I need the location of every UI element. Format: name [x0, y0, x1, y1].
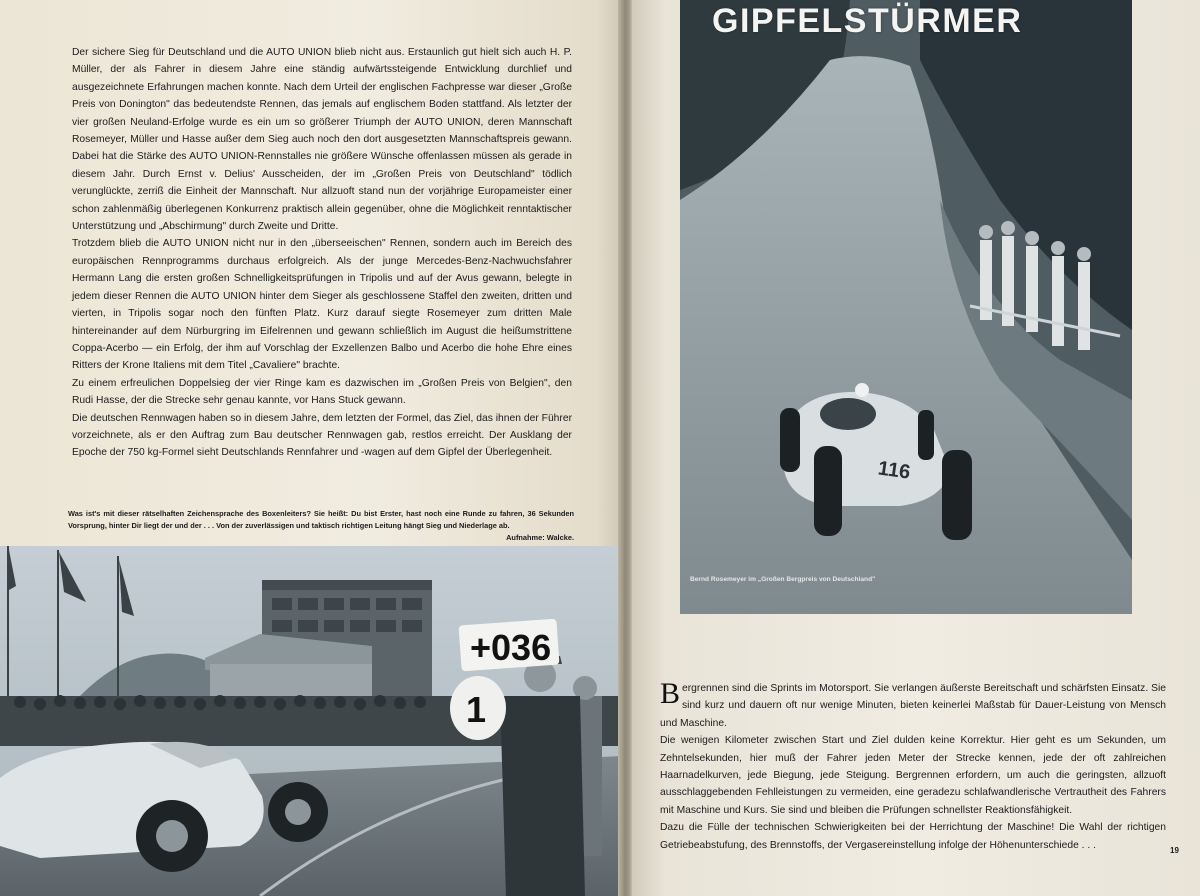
- left-paragraph-2: Trotzdem blieb die AUTO UNION nicht nur in den „überseeischen" Rennen, sondern auch im Bereich des europäischen Rennprogramms durchaus erfolgreich. Als der junge Mercedes-Benz-Nachwuchsfahrer Hermann Lang die ersten großen Schnelligkeitsprüfungen in Tripolis und auf der Avus gewann, belegte in jedem dieser Rennen die AUTO UNION hinter dem Sieger als geschlossene Staffel den zweiten, dritten und vierten, in Tripolis sogar noch den fünften Platz. Kurz darauf siegte Rosemeyer zum dritten Male hintereinander auf dem Nürburgring im Eifelrennen und gewann schließlich im August die heißumstrittene Coppa-Acerbo — ein Erfolg, der ihm auf Vorschlag der Exzellenzen Balbo und Acerbo die hohe Ehre eines Ritters der Krone Italiens mit dem Titel „Cavaliere" brachte.: [72, 238, 572, 372]
- right-page-article: [660, 677, 1166, 854]
- left-paragraph-1: Der sichere Sieg für Deutschland und die AUTO UNION blieb nicht aus. Erstaunlich gut hielt sich auch H. P. Müller, der als Fahrer in diesem Jahre eine ständig aufwärtssteigende Entwicklung durchlief und ausgezeichnete Erfahrungen machen konnte. Nach dem Urteil der englischen Fachpresse war dieser „Große Preis von Donington" das bedeutendste Rennen, das jemals auf englischem Boden stattfand. Als letzter der vier großen Neuland-Erfolge wurde es ein um so größerer Triumph der AUTO UNION, deren Mannschaft Rosemeyer, Müller und Hasse außer dem Sieg auch noch den dort ausgesetzten Mannschaftspreis gewann. Dabei hat die Stärke des AUTO UNION-Rennstalles nie größere Wünsche offenlassen müssen als gerade in diesem Jahr. Durch Ernst v. Delius' Ausscheiden, der im „Großen Preis von Deutschland" tödlich verunglückte, zerriß die Einheit der Mannschaft. Nur allzuoft stand nun der vorjährige Europameister einer schon zahlenmäßig überlegenen Konkurrenz praktisch allein gegenüber, ohne die Möglichkeit renntaktischer Unterstützung und „Abschirmung" durch Zweite und Dritte.: [72, 47, 572, 233]
- drop-cap: B: [660, 677, 681, 710]
- signal-disc-text: 1: [466, 689, 487, 730]
- right-paragraph-2: Die wenigen Kilometer zwischen Start und Ziel dulden keine Korrektur. Hier geht es um Sekunden, um Zehntelsekunden, hier muß der Fahrer jeden Meter der Strecke kennen, jede der oft zahlreichen Haarnadelkurven, jede Biegung, jede Steigung. Bergrennen erfordern, um auch die geringsten, allzuoft ausschlaggebenden Fehlleistungen zu vermeiden, eine geradezu schlafwandlerische Vertrautheit des Fahrers mit Maschine und Kurs. Sie sind und bleiben die Prüfungen schnellster Reaktionsfähigkeit.: [660, 735, 1166, 816]
- left-paragraph-4: Die deutschen Rennwagen haben so in diesem Jahre, dem letzten der Formel, das Ziel, das ihnen der Führer vorzeichnete, als er den Auftrag zum Bau deutscher Rennwagen gab, restlos erreicht. Der Ausklang der Epoche der 750 kg-Formel sieht Deutschlands Rennfahrer und -wagen auf dem Gipfel der Überlegenheit.: [72, 412, 572, 459]
- photo-credit: Aufnahme: Walcke.: [506, 533, 574, 542]
- right-paragraph-1: ergrennen sind die Sprints im Motorsport. Sie verlangen äußerste Bereitschaft und schärfsten Einsatz. Sie sind kurz und dauern oft nur wenige Minuten, bieten keinerlei Maßstab für Dauer-Leistung von Mensch und Maschine.: [660, 683, 1166, 729]
- left-photo-caption: [68, 508, 574, 544]
- left-paragraph-3: Zu einem erfreulichen Doppelsieg der vier Ringe kam es dazwischen im „Großen Preis von Belgien", den Rudi Hasse, der die Strecke sehr genau kannte, vor Hans Stuck gewann.: [72, 377, 572, 407]
- right-photo-caption: Bernd Rosemeyer im „Großen Bergpreis von Deutschland": [690, 576, 876, 583]
- right-paragraph-3: Dazu die Fülle der technischen Schwierigkeiten bei der Herrichtung der Maschine! Die Wahl der richtigen Getriebeabstufung, des Brennstoffs, der Vergasereinstellung infolge der Höhenunterschiede . . .: [660, 822, 1166, 851]
- caption-text: Was ist's mit dieser rätselhaften Zeichensprache des Boxenleiters? Sie heißt: Du bist Erster, hast noch eine Runde zu fahren, 36 Sekunden Vorsprung, hinter Dir liegt der und der . . . Von der zuverlässigen und taktisch richtigen Leitung hängt Sieg und Niederlage ab.: [68, 509, 574, 530]
- signal-board-text: +036: [470, 627, 552, 668]
- article-headline: GIPFELSTÜRMER: [712, 2, 1023, 40]
- pit-signal-photo: [0, 546, 622, 896]
- hillclimb-photo: [680, 0, 1132, 614]
- left-page-article: [72, 44, 572, 462]
- page-number: 19: [1170, 846, 1179, 855]
- car-number: 116: [876, 457, 912, 484]
